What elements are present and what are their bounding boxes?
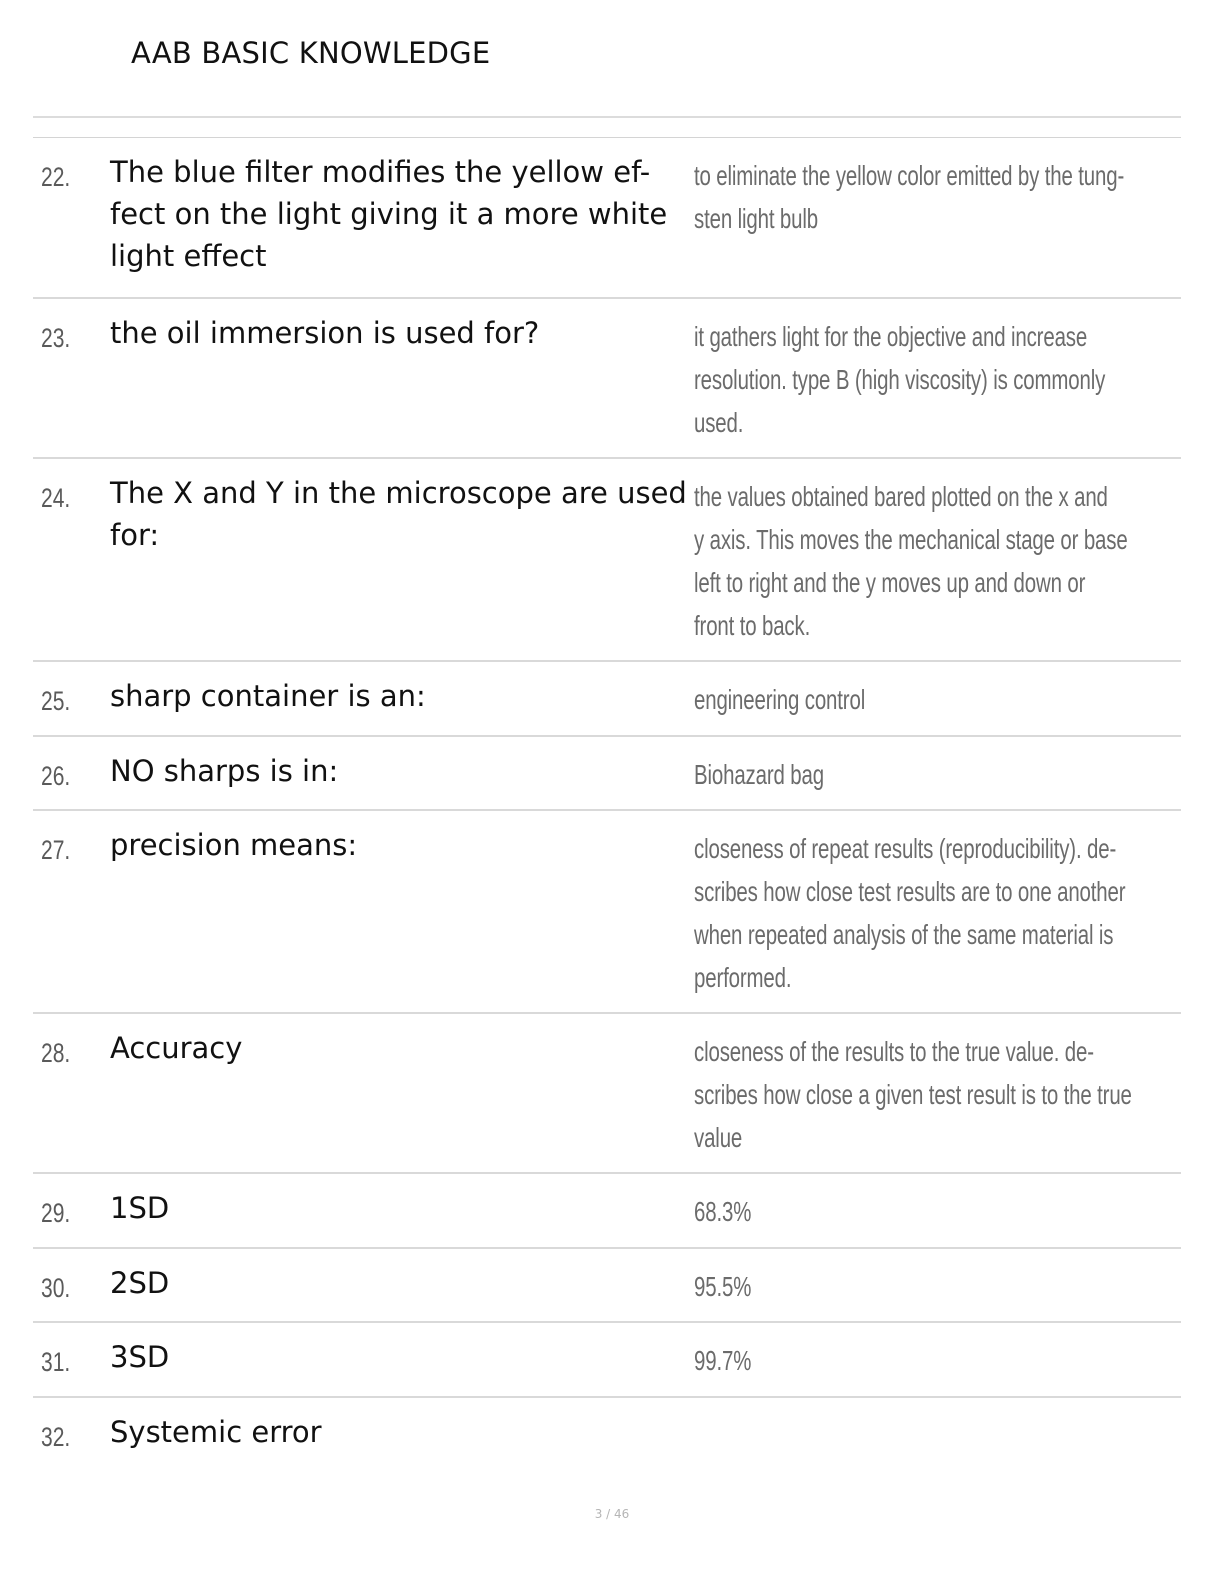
term-text	[110, 824, 692, 866]
row-number: 29.	[41, 1198, 71, 1228]
definition-text	[694, 753, 1161, 796]
definition-line: engineering control	[694, 684, 866, 715]
row-number: 31.	[41, 1347, 71, 1377]
definition-text	[694, 678, 1161, 721]
row-number: 24.	[41, 483, 71, 513]
definition-line: y axis. This moves the mechanical stage or base	[694, 524, 1128, 555]
row-number: 22.	[41, 162, 71, 192]
term-line: light effect	[110, 239, 267, 273]
definition-text	[694, 1339, 1161, 1382]
flashcard-row	[33, 1323, 1181, 1398]
flashcard-row	[33, 662, 1181, 737]
definition-text	[694, 315, 1161, 444]
definition-line: left to right and the y moves up and down or	[694, 567, 1086, 598]
row-number: 26.	[41, 761, 71, 791]
row-number: 30.	[41, 1273, 71, 1303]
row-number: 28.	[41, 1038, 71, 1068]
term-line: 1SD	[110, 1191, 170, 1225]
flashcard-row	[33, 737, 1181, 811]
term-text	[110, 312, 692, 354]
term-text	[110, 1027, 692, 1069]
definition-line: front to back.	[694, 610, 811, 641]
definition-line: when repeated analysis of the same material is	[694, 919, 1114, 950]
definition-line: it gathers light for the objective and increase	[694, 321, 1088, 352]
definition-line: to eliminate the yellow color emitted by the tung-	[694, 160, 1125, 191]
definition-line: closeness of repeat results (reproducibility). de-	[694, 833, 1117, 864]
term-line: for:	[110, 518, 160, 552]
definition-line: sten light bulb	[694, 203, 818, 234]
term-text	[110, 1187, 692, 1229]
flashcard-row	[33, 1174, 1181, 1249]
term-line: The X and Y in the microscope are used	[110, 476, 687, 510]
term-line: 3SD	[110, 1340, 170, 1374]
definition-text	[694, 1190, 1161, 1233]
row-number: 23.	[41, 323, 71, 353]
term-line: Accuracy	[110, 1031, 243, 1065]
page-indicator: 3 / 46	[594, 1507, 630, 1521]
term-text	[110, 1336, 692, 1378]
flashcard-list	[33, 138, 1181, 1468]
row-number: 27.	[41, 835, 71, 865]
definition-line: performed.	[694, 962, 792, 993]
term-line: sharp container is an:	[110, 679, 426, 713]
definition-line: 95.5%	[694, 1271, 752, 1302]
term-text	[110, 675, 692, 717]
definition-line: value	[694, 1122, 743, 1153]
term-text	[110, 151, 692, 277]
definition-line: closeness of the results to the true value. de-	[694, 1036, 1094, 1067]
flashcard-row	[33, 1014, 1181, 1174]
definition-text	[694, 1265, 1161, 1308]
term-line: 2SD	[110, 1266, 170, 1300]
definition-text	[694, 1030, 1161, 1159]
term-line: fect on the light giving it a more white	[110, 197, 668, 231]
flashcard-row	[33, 1398, 1181, 1468]
term-line: The blue filter modifies the yellow ef-	[110, 155, 651, 189]
flashcard-row	[33, 138, 1181, 299]
term-line: the oil immersion is used for?	[110, 316, 540, 350]
definition-line: resolution. type B (high viscosity) is commonly	[694, 364, 1106, 395]
document-title: AAB BASIC KNOWLEDGE	[131, 36, 491, 70]
definition-text	[694, 475, 1161, 647]
row-number: 25.	[41, 686, 71, 716]
flashcard-row	[33, 459, 1181, 662]
definition-line: 99.7%	[694, 1345, 752, 1376]
term-text	[110, 1262, 692, 1304]
term-line: Systemic error	[110, 1415, 322, 1449]
term-text	[110, 750, 692, 792]
term-text	[110, 472, 692, 556]
definition-text	[694, 154, 1161, 240]
definition-line: 68.3%	[694, 1196, 752, 1227]
header-divider	[33, 116, 1181, 118]
definition-line: used.	[694, 407, 744, 438]
definition-line: the values obtained bared plotted on the x and	[694, 481, 1108, 512]
term-line: precision means:	[110, 828, 358, 862]
flashcard-row	[33, 1249, 1181, 1323]
definition-line: Biohazard bag	[694, 759, 824, 790]
term-line: NO sharps is in:	[110, 754, 339, 788]
definition-line: scribes how close test results are to one another	[694, 876, 1126, 907]
flashcard-row	[33, 811, 1181, 1014]
definition-line: scribes how close a given test result is to the true	[694, 1079, 1132, 1110]
row-number: 32.	[41, 1422, 71, 1452]
flashcard-row	[33, 299, 1181, 459]
definition-text	[694, 827, 1161, 999]
term-text	[110, 1411, 692, 1453]
